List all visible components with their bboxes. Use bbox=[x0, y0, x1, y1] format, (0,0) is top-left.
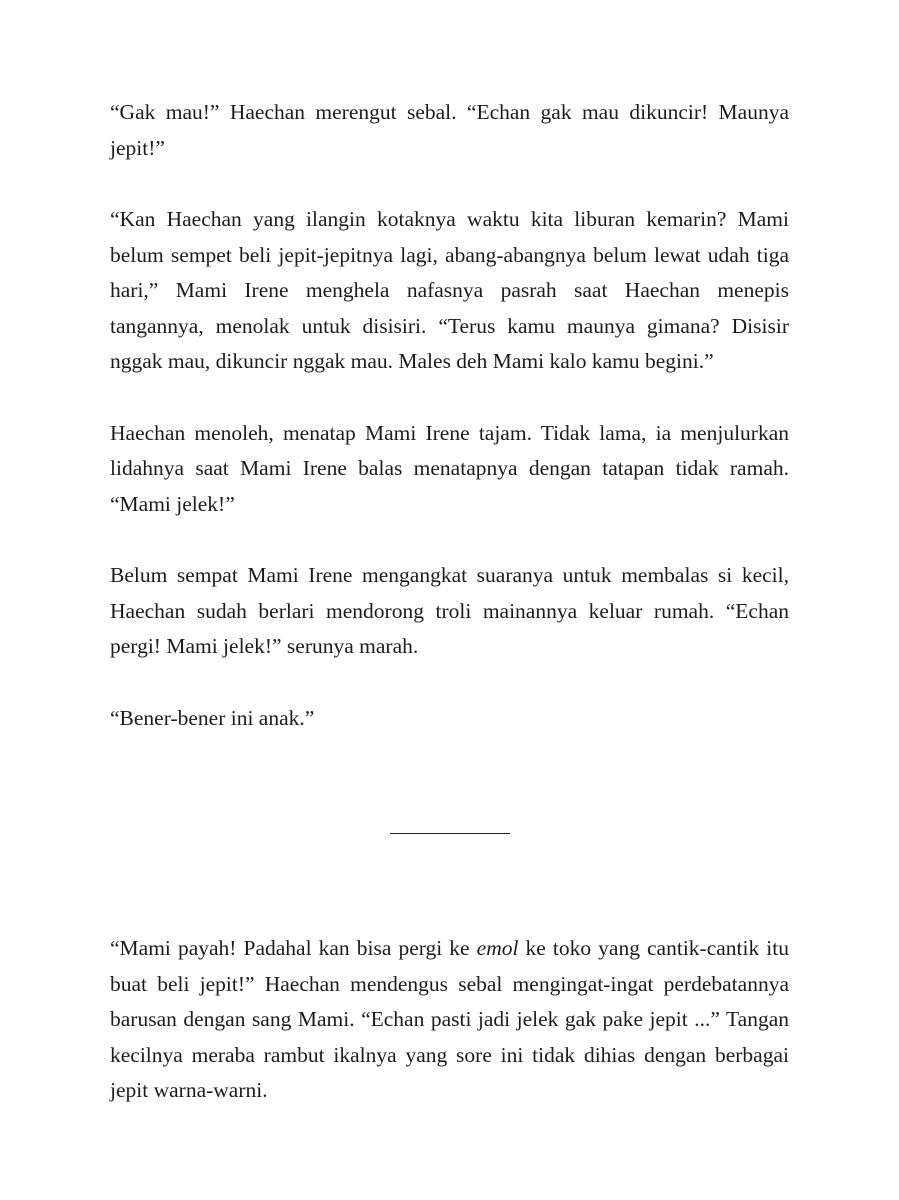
paragraph-3: Haechan menoleh, menatap Mami Irene tajam. Tidak lama, ia menjulurkan lidahnya saat Mami Irene balas menatapnya dengan tatapan tidak ramah. “Mami jelek!” bbox=[110, 420, 789, 516]
paragraph-1: “Gak mau!” Haechan merengut sebal. “Echan gak mau dikuncir! Maunya jepit!” bbox=[110, 100, 789, 160]
paragraph-6-part-1: “Mami payah! Padahal kan bisa pergi ke bbox=[110, 936, 477, 960]
paragraph-6-part-2: ke toko yang cantik-cantik itu buat beli jepit!” Haechan mendengus sebal mengingat-ingat perdebatannya barusan dengan sang Mami. “Echan pasti jadi jelek gak pake jepit ...” Tangan kecilnya meraba rambut ikalnya yang sore ini tidak dihias dengan berbagai jepit warna-warni. bbox=[110, 936, 789, 1102]
paragraph-5: “Bener-bener ini anak.” bbox=[110, 705, 315, 730]
paragraph-6-italic: emol bbox=[476, 936, 519, 960]
document-page bbox=[110, 95, 789, 1109]
divider-line bbox=[390, 833, 510, 834]
paragraph-4: Belum sempat Mami Irene mengangkat suaranya untuk membalas si kecil, Haechan sudah berlari mendorong troli mainannya keluar rumah. “Echan pergi! Mami jelek!” serunya marah. bbox=[110, 563, 789, 658]
paragraph-6 bbox=[110, 931, 789, 1109]
paragraph-2: “Kan Haechan yang ilangin kotaknya waktu kita liburan kemarin? Mami belum sempet beli jepit-jepitnya lagi, abang-abangnya belum lewat udah tiga hari,” Mami Irene menghela nafasnya pasrah saat Haechan menepis tangannya, menolak untuk disisiri. “Terus kamu maunya gimana? Disisir nggak mau, dikuncir nggak mau. Males deh Mami kalo kamu begini.” bbox=[110, 207, 789, 373]
